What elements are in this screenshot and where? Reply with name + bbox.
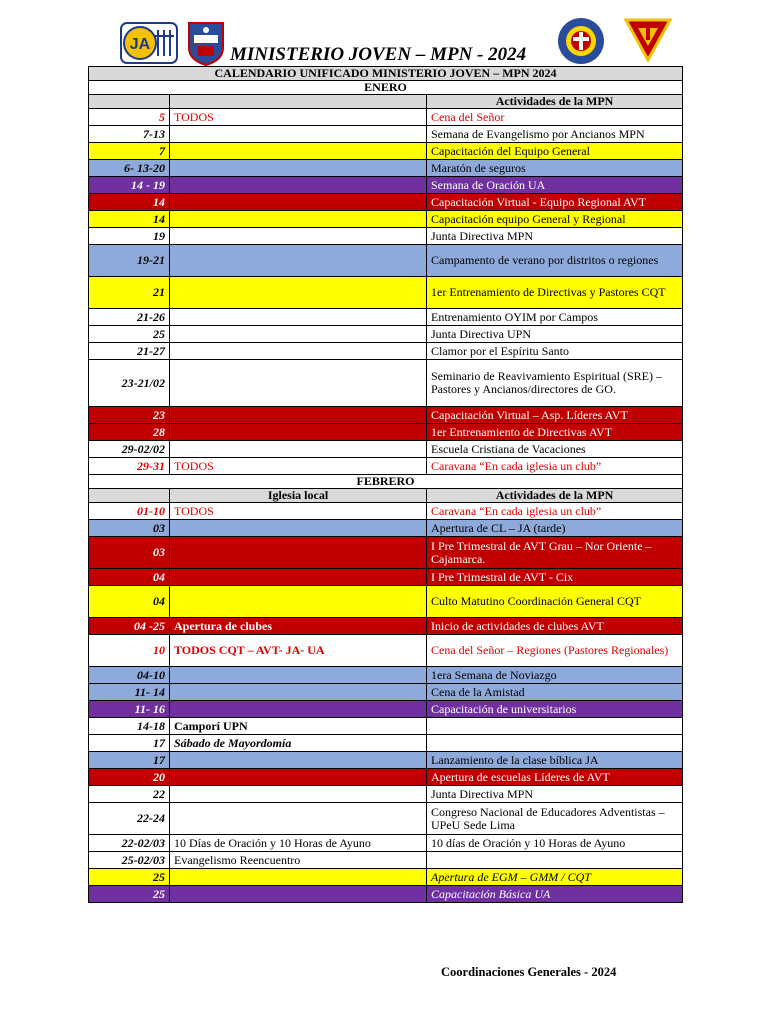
- event-local: [170, 211, 427, 228]
- event-local: [170, 326, 427, 343]
- table-row: [89, 360, 683, 407]
- event-date: 21: [89, 277, 170, 309]
- event-local: [170, 803, 427, 835]
- table-row: [89, 143, 683, 160]
- event-mpn: Cena del Señor – Regiones (Pastores Regionales): [427, 635, 683, 667]
- event-local: [170, 520, 427, 537]
- table-row: [89, 503, 683, 520]
- event-date: 21-27: [89, 343, 170, 360]
- event-mpn: Cena de la Amistad: [427, 684, 683, 701]
- event-mpn: Seminario de Reavivamiento Espiritual (SRE) – Pastores y Ancianos/directores de GO.: [427, 360, 683, 407]
- event-date: 25: [89, 869, 170, 886]
- event-mpn: Apertura de EGM – GMM / CQT: [427, 869, 683, 886]
- event-local: [170, 869, 427, 886]
- event-date: 04: [89, 586, 170, 618]
- event-local: [170, 786, 427, 803]
- table-row: [89, 769, 683, 786]
- header-date: [89, 95, 170, 109]
- page-title: MINISTERIO JOVEN – MPN - 2024: [230, 44, 527, 65]
- calendar-title-row: [89, 67, 683, 81]
- event-mpn: Culto Matutino Coordinación General CQT: [427, 586, 683, 618]
- event-date: 14: [89, 194, 170, 211]
- event-mpn: Campamento de verano por distritos o regiones: [427, 245, 683, 277]
- table-row: [89, 886, 683, 903]
- event-mpn: Capacitación de universitarios: [427, 701, 683, 718]
- event-date: 29-02/02: [89, 441, 170, 458]
- table-row: [89, 277, 683, 309]
- calendar-body: [89, 67, 683, 903]
- footer-text: Coordinaciones Generales - 2024: [441, 965, 617, 979]
- conquistadores-logo-icon: [186, 20, 226, 66]
- event-local: [170, 177, 427, 194]
- event-local: Sábado de Mayordomía: [170, 735, 427, 752]
- event-mpn: Semana de Evangelismo por Ancianos MPN: [427, 126, 683, 143]
- event-local: TODOS: [170, 458, 427, 475]
- event-mpn: [427, 718, 683, 735]
- event-date: 04 -25: [89, 618, 170, 635]
- event-mpn: Caravana “En cada iglesia un club”: [427, 458, 683, 475]
- event-date: 03: [89, 537, 170, 569]
- table-row: [89, 424, 683, 441]
- event-mpn: 10 días de Oración y 10 Horas de Ayuno: [427, 835, 683, 852]
- table-row: [89, 109, 683, 126]
- event-local: [170, 343, 427, 360]
- event-date: 28: [89, 424, 170, 441]
- calendar-table: [88, 66, 683, 903]
- event-date: 25-02/03: [89, 852, 170, 869]
- event-local: [170, 424, 427, 441]
- event-mpn: Inicio de actividades de clubes AVT: [427, 618, 683, 635]
- table-row: [89, 752, 683, 769]
- event-local: Apertura de clubes: [170, 618, 427, 635]
- event-date: 19: [89, 228, 170, 245]
- event-date: 22: [89, 786, 170, 803]
- table-row: [89, 718, 683, 735]
- table-row: [89, 520, 683, 537]
- ja-logo-icon: [120, 22, 178, 64]
- event-date: 23: [89, 407, 170, 424]
- event-local: 10 Días de Oración y 10 Horas de Ayuno: [170, 835, 427, 852]
- event-date: 14 - 19: [89, 177, 170, 194]
- event-local: TODOS: [170, 109, 427, 126]
- event-mpn: Capacitación del Equipo General: [427, 143, 683, 160]
- event-mpn: 1er Entrenamiento de Directivas AVT: [427, 424, 683, 441]
- event-date: 23-21/02: [89, 360, 170, 407]
- table-row: [89, 852, 683, 869]
- event-date: 14: [89, 211, 170, 228]
- event-local: [170, 160, 427, 177]
- event-date: 7-13: [89, 126, 170, 143]
- event-mpn: Lanzamiento de la clase bíblica JA: [427, 752, 683, 769]
- event-local: [170, 309, 427, 326]
- event-mpn: Capacitación equipo General y Regional: [427, 211, 683, 228]
- calendar-title: CALENDARIO UNIFICADO MINISTERIO JOVEN – MPN 2024: [89, 67, 683, 81]
- event-mpn: Capacitación Virtual – Asp. Líderes AVT: [427, 407, 683, 424]
- event-local: [170, 245, 427, 277]
- event-mpn: Semana de Oración UA: [427, 177, 683, 194]
- event-date: 04: [89, 569, 170, 586]
- month-label: ENERO: [89, 81, 683, 95]
- event-date: 17: [89, 735, 170, 752]
- table-row: [89, 245, 683, 277]
- event-local: [170, 126, 427, 143]
- event-local: [170, 360, 427, 407]
- event-date: 21-26: [89, 309, 170, 326]
- table-row: [89, 735, 683, 752]
- event-date: 03: [89, 520, 170, 537]
- header-mpn: Actividades de la MPN: [427, 95, 683, 109]
- event-mpn: Junta Directiva MPN: [427, 786, 683, 803]
- event-date: 22-02/03: [89, 835, 170, 852]
- event-mpn: Capacitación Básica UA: [427, 886, 683, 903]
- event-mpn: Apertura de escuelas Líderes de AVT: [427, 769, 683, 786]
- table-row: [89, 343, 683, 360]
- event-date: 17: [89, 752, 170, 769]
- header-local: Iglesia local: [170, 489, 427, 503]
- table-row: [89, 618, 683, 635]
- table-row: [89, 441, 683, 458]
- event-mpn: [427, 852, 683, 869]
- event-date: 11- 14: [89, 684, 170, 701]
- table-row: [89, 160, 683, 177]
- event-mpn: [427, 735, 683, 752]
- event-date: 11- 16: [89, 701, 170, 718]
- table-row: [89, 701, 683, 718]
- table-row: [89, 458, 683, 475]
- event-mpn: Congreso Nacional de Educadores Adventistas – UPeU Sede Lima: [427, 803, 683, 835]
- event-local: [170, 143, 427, 160]
- header-mpn: Actividades de la MPN: [427, 489, 683, 503]
- event-date: 04-10: [89, 667, 170, 684]
- event-date: 25: [89, 326, 170, 343]
- table-row: [89, 667, 683, 684]
- event-mpn: 1er Entrenamiento de Directivas y Pastores CQT: [427, 277, 683, 309]
- club-aventureros-logo-icon: [556, 16, 606, 66]
- event-mpn: Caravana “En cada iglesia un club”: [427, 503, 683, 520]
- event-date: 19-21: [89, 245, 170, 277]
- event-mpn: Escuela Cristiana de Vacaciones: [427, 441, 683, 458]
- event-date: 14-18: [89, 718, 170, 735]
- event-mpn: I Pre Trimestral de AVT - Cix: [427, 569, 683, 586]
- event-local: [170, 537, 427, 569]
- event-local: [170, 569, 427, 586]
- event-mpn: Maratón de seguros: [427, 160, 683, 177]
- table-row: [89, 177, 683, 194]
- header-date: [89, 489, 170, 503]
- event-local: [170, 194, 427, 211]
- column-header-row: [89, 489, 683, 503]
- table-row: [89, 228, 683, 245]
- column-header-row: [89, 95, 683, 109]
- event-date: 5: [89, 109, 170, 126]
- table-row: [89, 326, 683, 343]
- table-row: [89, 869, 683, 886]
- event-local: TODOS CQT – AVT- JA- UA: [170, 635, 427, 667]
- table-row: [89, 586, 683, 618]
- month-row-enero: [89, 81, 683, 95]
- event-local: [170, 228, 427, 245]
- table-row: [89, 407, 683, 424]
- event-mpn: Entrenamiento OYIM por Campos: [427, 309, 683, 326]
- svg-text:JA: JA: [129, 36, 151, 53]
- event-local: [170, 667, 427, 684]
- event-local: TODOS: [170, 503, 427, 520]
- table-row: [89, 786, 683, 803]
- event-date: 10: [89, 635, 170, 667]
- table-row: [89, 211, 683, 228]
- event-mpn: Junta Directiva MPN: [427, 228, 683, 245]
- event-date: 7: [89, 143, 170, 160]
- table-row: [89, 126, 683, 143]
- event-date: 25: [89, 886, 170, 903]
- event-mpn: I Pre Trimestral de AVT Grau – Nor Oriente – Cajamarca.: [427, 537, 683, 569]
- event-mpn: Cena del Señor: [427, 109, 683, 126]
- month-row-febrero: [89, 475, 683, 489]
- event-local: [170, 586, 427, 618]
- event-date: 29-31: [89, 458, 170, 475]
- table-row: [89, 635, 683, 667]
- table-row: [89, 194, 683, 211]
- event-local: Camporí UPN: [170, 718, 427, 735]
- table-row: [89, 537, 683, 569]
- event-local: [170, 752, 427, 769]
- event-mpn: Apertura de CL – JA (tarde): [427, 520, 683, 537]
- event-mpn: Capacitación Virtual - Equipo Regional AVT: [427, 194, 683, 211]
- event-local: [170, 886, 427, 903]
- event-local: [170, 407, 427, 424]
- event-local: [170, 441, 427, 458]
- event-date: 6- 13-20: [89, 160, 170, 177]
- event-date: 01-10: [89, 503, 170, 520]
- table-row: [89, 684, 683, 701]
- table-row: [89, 569, 683, 586]
- event-local: Evangelismo Reencuentro: [170, 852, 427, 869]
- event-local: [170, 277, 427, 309]
- event-date: 20: [89, 769, 170, 786]
- table-row: [89, 803, 683, 835]
- event-local: [170, 769, 427, 786]
- conquistadores-triangle-logo-icon: [624, 18, 672, 62]
- header-local: [170, 95, 427, 109]
- event-local: [170, 684, 427, 701]
- event-local: [170, 701, 427, 718]
- table-row: [89, 309, 683, 326]
- event-mpn: 1era Semana de Noviazgo: [427, 667, 683, 684]
- event-date: 22-24: [89, 803, 170, 835]
- event-mpn: Clamor por el Espíritu Santo: [427, 343, 683, 360]
- event-mpn: Junta Directiva UPN: [427, 326, 683, 343]
- month-label: FEBRERO: [89, 475, 683, 489]
- table-row: [89, 835, 683, 852]
